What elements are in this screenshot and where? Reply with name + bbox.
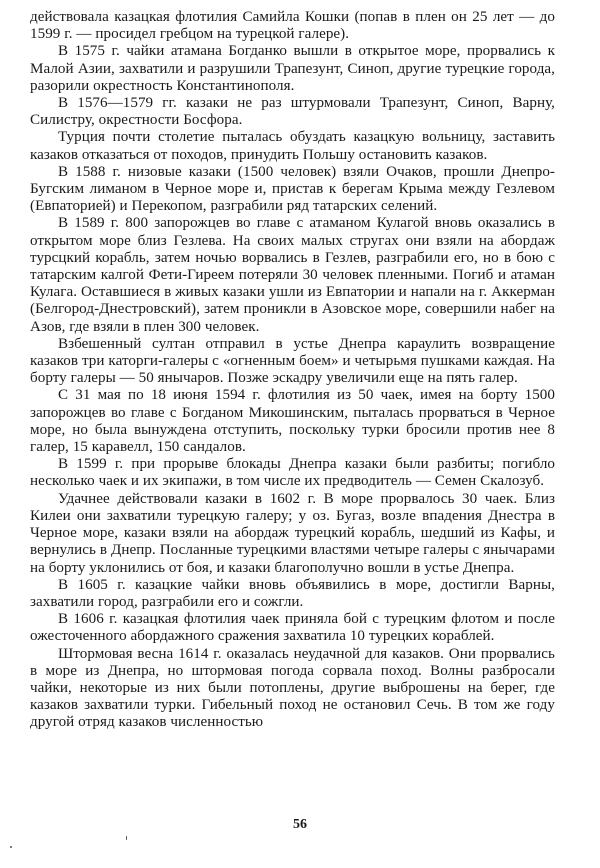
paragraph: В 1588 г. низовые казаки (1500 человек) взяли Очаков, прошли Днепро-Бугским лиманом в Черное море и, пристав к берегам Крыма между Гезлевом (Евпаторией) и Перекопом, разграбили ряд татарских селений. [30, 163, 555, 215]
scan-speck [10, 846, 12, 848]
page-number: 56 [293, 817, 307, 832]
scan-speck [126, 836, 127, 840]
paragraph: Удачнее действовали казаки в 1602 г. В море прорвалось 30 чаек. Близ Килеи они захватили турецкую галеру; у оз. Бугаз, возле впадения Днестра в Черное море, казаки взяли на абордаж турецкий корабль, шедший из Кафы, и вернулись в Днепр. Посланные турецкими властями четыре галеры с янычарами на борту уклонились от боя, и казаки благополучно вошли в устье Днепра. [30, 490, 555, 576]
paragraph: В 1606 г. казацкая флотилия чаек приняла бой с турецким флотом и после ожесточенного абордажного сражения захватила 10 турецких кораблей. [30, 611, 555, 645]
paragraph: С 31 мая по 18 июня 1594 г. флотилия из 50 чаек, имея на борту 1500 запорожцев во главе с Богданом Микошинским, пыталась прорваться в Черное море, но была вынуждена отступить, поскольку турки бросили против нее 8 галер, 15 каравелл, 150 сандалов. [30, 387, 555, 456]
paragraph: В 1576—1579 гг. казаки не раз штурмовали Трапезунт, Синоп, Варну, Силистру, окрестности Босфора. [30, 95, 555, 129]
paragraph: Турция почти столетие пыталась обуздать казацкую вольницу, заставить казаков отказаться от походов, принудить Польшу остановить казаков. [30, 129, 555, 163]
paragraph: В 1605 г. казацкие чайки вновь объявились в море, достигли Варны, захватили город, разграбили его и сожгли. [30, 576, 555, 610]
paragraph: Взбешенный султан отправил в устье Днепра караулить возвращение казаков три каторги-галеры с «огненным боем» и четырьмя пушками каждая. На борту галеры — 50 янычаров. Позже эскадру увеличили еще на пять галер. [30, 335, 555, 387]
body-text [30, 9, 555, 732]
paragraph: В 1599 г. при прорыве блокады Днепра казаки были разбиты; погибло несколько чаек и их экипажи, в том числе их предводитель — Семен Скалозуб. [30, 456, 555, 490]
paragraph: В 1575 г. чайки атамана Богданко вышли в открытое море, прорвались к Малой Азии, захватили и разрушили Трапезунт, Синоп, другие турецкие города, разорили окрестность Константинополя. [30, 43, 555, 94]
paragraph: Штормовая весна 1614 г. оказалась неудачной для казаков. Они прорвались в море из Днепра, но штормовая погода сорвала поход. Волны разбросали чайки, некоторые из них были потоплены, другие выброшены на берег, где казаков захватили турки. Гибельный поход не остановил Сечь. В том же году другой отряд казаков численностью [30, 645, 555, 731]
paragraph-continued: действовала казацкая флотилия Самийла Кошки (попав в плен он 25 лет — до 1599 г. — просидел гребцом на турецкой галере). [30, 9, 555, 43]
paragraph: В 1589 г. 800 запорожцев во главе с атаманом Кулагой вновь оказались в открытом море близ Гезлева. На своих малых стругах они взяли на абордаж турсцкий корабль, затем ночью ворвались в Гезлев, разграбили его, но в бою с татарским калгой Фети-Гиреем потеряли 30 человек пленными. Погиб и атаман Кулага. Оставшиеся в живых казаки ушли из Евпатории и напали на г. Аккерман (Белгород-Днестровский), затем проникли в Азовское море, совершили набег на Азов, где взяли в плен 300 человек. [30, 215, 555, 335]
